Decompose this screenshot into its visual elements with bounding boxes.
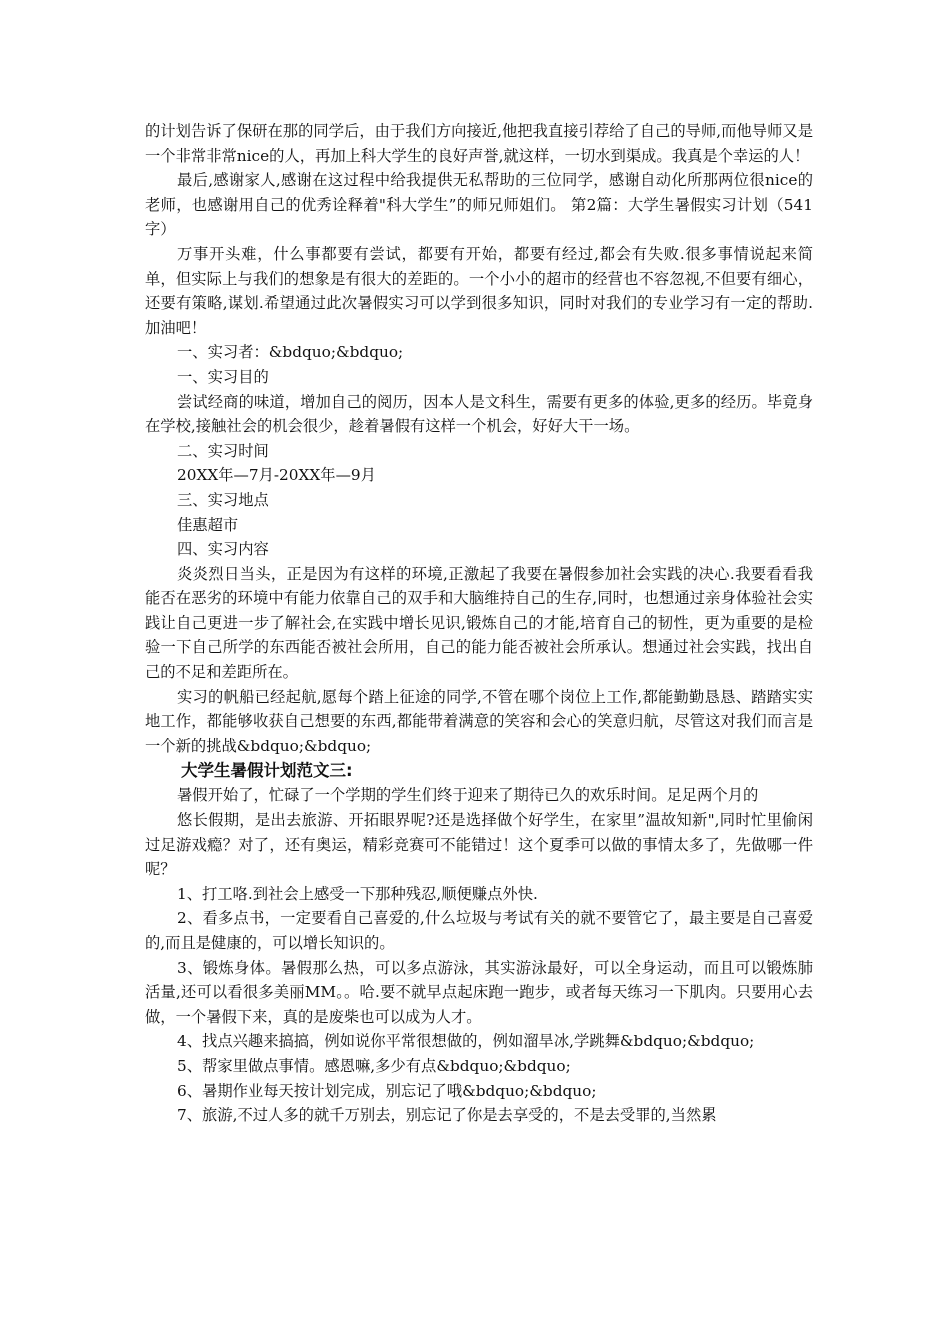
paragraph: 最后,感谢家人,感谢在这过程中给我提供无私帮助的三位同学，感谢自动化所那两位很nice的老师，也感谢用自己的优秀诠释着"科大学生”的师兄师姐们。 第2篇：大学生暑假实习计划（541字） xyxy=(145,171,813,239)
section-heading-text: 一、实习目的 xyxy=(177,367,269,386)
section-heading-text: 二、实习时间 xyxy=(177,441,269,460)
paragraph: 万事开头难，什么事都要有尝试，都要有开始，都要有经过,都会有失败.很多事情说起来简单，但实际上与我们的想象是有很大的差距的。一个小小的超市的经营也不容忽视,不但要有细心，还要有策略,谋划.希望通过此次暑假实习可以学到很多知识，同时对我们的专业学习有一定的帮助.加油吧！ xyxy=(145,244,813,337)
paragraph: 的计划告诉了保研在那的同学后，由于我们方向接近,他把我直接引荐给了自己的导师,而他导师又是一个非常非常nice的人，再加上科大学生的良好声誉,就这样，一切水到渠成。我真是个幸运的人！ xyxy=(145,122,813,165)
list-item: 1、打工咯.到社会上感受一下那种残忍,顺便赚点外快. xyxy=(177,884,538,903)
paragraph: 尝试经商的味道，增加自己的阅历，因本人是文科生，需要有更多的体验,更多的经历。毕竟身在学校,接触社会的机会很少，趁着暑假有这样一个机会，好好大干一场。 xyxy=(145,392,813,436)
section-heading-text: 三、实习地点 xyxy=(177,490,269,509)
list-item: 4、找点兴趣来搞搞，例如说你平常很想做的，例如溜旱冰,学跳舞&bdquo;&bdquo; xyxy=(177,1032,755,1051)
paragraph: 20XX年—7月-20XX年—9月 xyxy=(177,466,376,485)
document-body xyxy=(145,119,813,1128)
paragraph: 实习的帆船已经起航,愿每个踏上征途的同学,不管在哪个岗位上工作,都能勤勤恳恳、踏踏实实地工作，都能够收获自己想要的东西,都能带着满意的笑容和会心的笑意归航，尽管这对我们而言是一个新的挑战&bdquo;&bdquo; xyxy=(145,687,813,755)
paragraph: 炎炎烈日当头，正是因为有这样的环境,正激起了我要在暑假参加社会实践的决心.我要看看我能否在恶劣的环境中有能力依靠自己的双手和大脑维持自己的生存,同时，也想通过亲身体验社会实践让自己更进一步了解社会,在实践中增长见识,锻炼自己的才能,培育自己的韧性，更为重要的是检验一下自己所学的东西能否被社会所用，自己的能力能否被社会所承认。想通过社会实践，找出自己的不足和差距所在。 xyxy=(145,564,813,682)
paragraph: 佳惠超市 xyxy=(177,515,239,534)
paragraph: 一、实习者：&bdquo;&bdquo; xyxy=(177,343,404,362)
paragraph: 暑假开始了，忙碌了一个学期的学生们终于迎来了期待已久的欢乐时间。足足两个月的 xyxy=(177,786,759,805)
paragraph: 悠长假期，是出去旅游、开拓眼界呢?还是选择做个好学生，在家里”温故知新",同时忙里偷闲过足游戏瘾？对了，还有奥运，精彩竞赛可不能错过！这个夏季可以做的事情太多了，先做哪一件呢？ xyxy=(145,811,813,879)
section-title: 大学生暑假计划范文三: xyxy=(181,761,353,781)
list-item: 2、看多点书，一定要看自己喜爱的,什么垃圾与考试有关的就不要管它了，最主要是自己喜爱的,而且是健康的，可以增长知识的。 xyxy=(145,909,813,952)
list-item: 5、帮家里做点事情。感恩嘛,多少有点&bdquo;&bdquo; xyxy=(177,1056,571,1075)
list-item: 7、旅游,不过人多的就千万别去，别忘记了你是去享受的，不是去受罪的,当然累 xyxy=(177,1106,717,1125)
section-heading-text: 四、实习内容 xyxy=(177,540,269,559)
list-item: 3、锻炼身体。暑假那么热，可以多点游泳，其实游泳最好，可以全身运动，而且可以锻炼肺活量,还可以看很多美丽MM。。哈.要不就早点起床跑一跑步，或者每天练习一下肌肉。只要用心去做，一个暑假下来，真的是废柴也可以成为人才。 xyxy=(145,958,813,1026)
list-item: 6、暑期作业每天按计划完成，别忘记了哦&bdquo;&bdquo; xyxy=(177,1081,597,1100)
